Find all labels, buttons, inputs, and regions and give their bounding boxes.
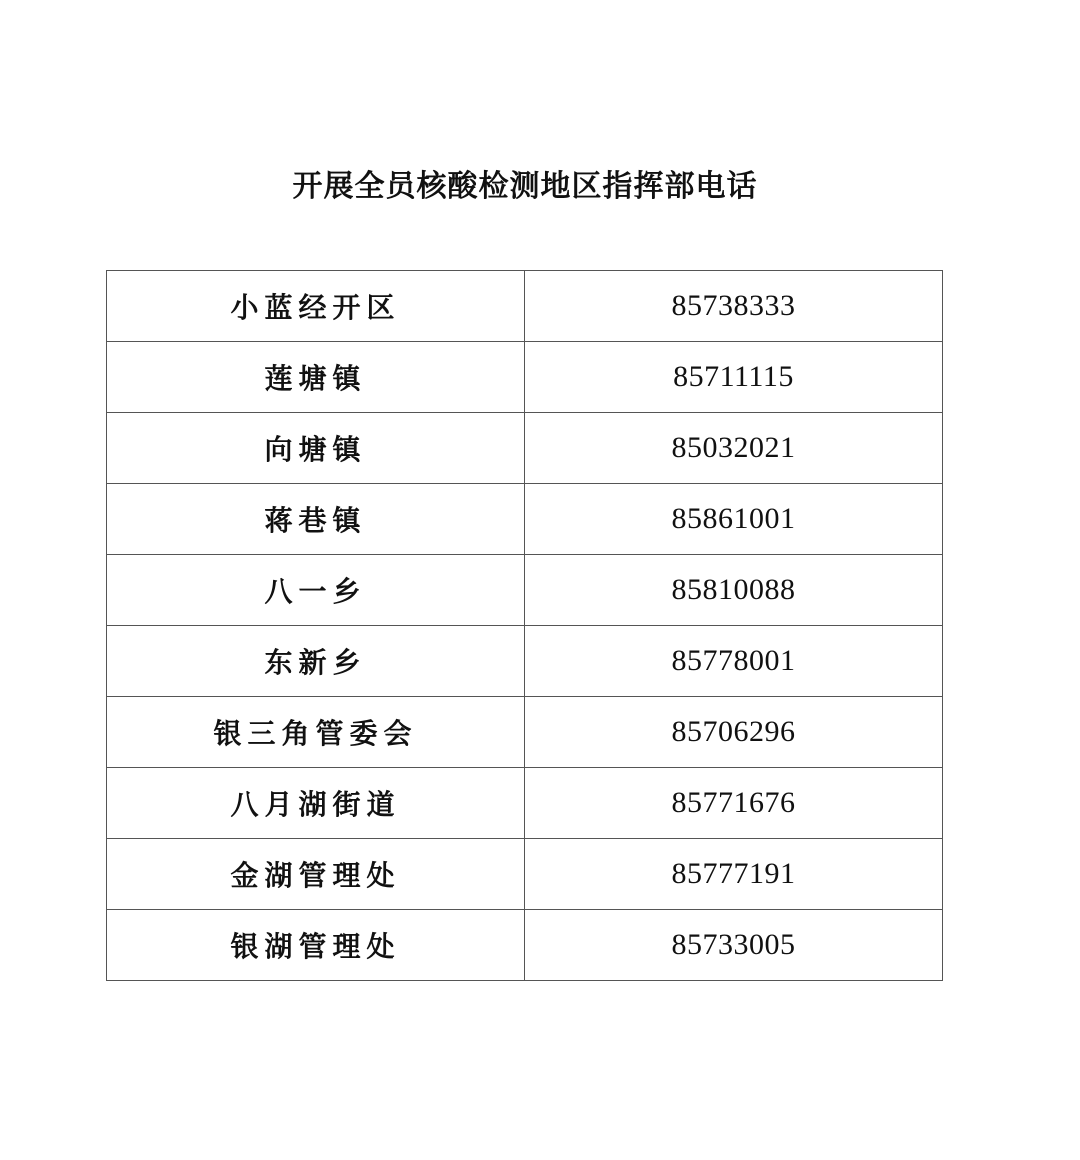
page-title: 开展全员核酸检测地区指挥部电话 <box>292 169 758 204</box>
phone-number-cell: 85032021 <box>525 413 943 484</box>
phone-number-cell: 85778001 <box>525 626 943 697</box>
table-row <box>107 413 943 484</box>
area-name-cell: 东新乡 <box>107 626 525 697</box>
table-row <box>107 555 943 626</box>
table-row <box>107 484 943 555</box>
area-name-cell: 金湖管理处 <box>107 839 525 910</box>
phone-number-cell: 85706296 <box>525 697 943 768</box>
area-name-cell: 蒋巷镇 <box>107 484 525 555</box>
area-name-cell: 八一乡 <box>107 555 525 626</box>
phone-number-cell: 85738333 <box>525 271 943 342</box>
area-name-cell: 银湖管理处 <box>107 910 525 981</box>
table-row <box>107 342 943 413</box>
area-name-cell: 小蓝经开区 <box>107 271 525 342</box>
area-name-cell: 向塘镇 <box>107 413 525 484</box>
table-row <box>107 768 943 839</box>
phone-number-cell: 85861001 <box>525 484 943 555</box>
area-name-cell: 银三角管委会 <box>107 697 525 768</box>
table-row <box>107 910 943 981</box>
phone-directory-table <box>106 270 943 981</box>
table-row <box>107 839 943 910</box>
phone-number-cell: 85711115 <box>525 342 943 413</box>
phone-number-cell: 85810088 <box>525 555 943 626</box>
table-row <box>107 626 943 697</box>
phone-number-cell: 85771676 <box>525 768 943 839</box>
table-row <box>107 697 943 768</box>
table-row <box>107 271 943 342</box>
phone-number-cell: 85733005 <box>525 910 943 981</box>
area-name-cell: 八月湖街道 <box>107 768 525 839</box>
phone-number-cell: 85777191 <box>525 839 943 910</box>
area-name-cell: 莲塘镇 <box>107 342 525 413</box>
